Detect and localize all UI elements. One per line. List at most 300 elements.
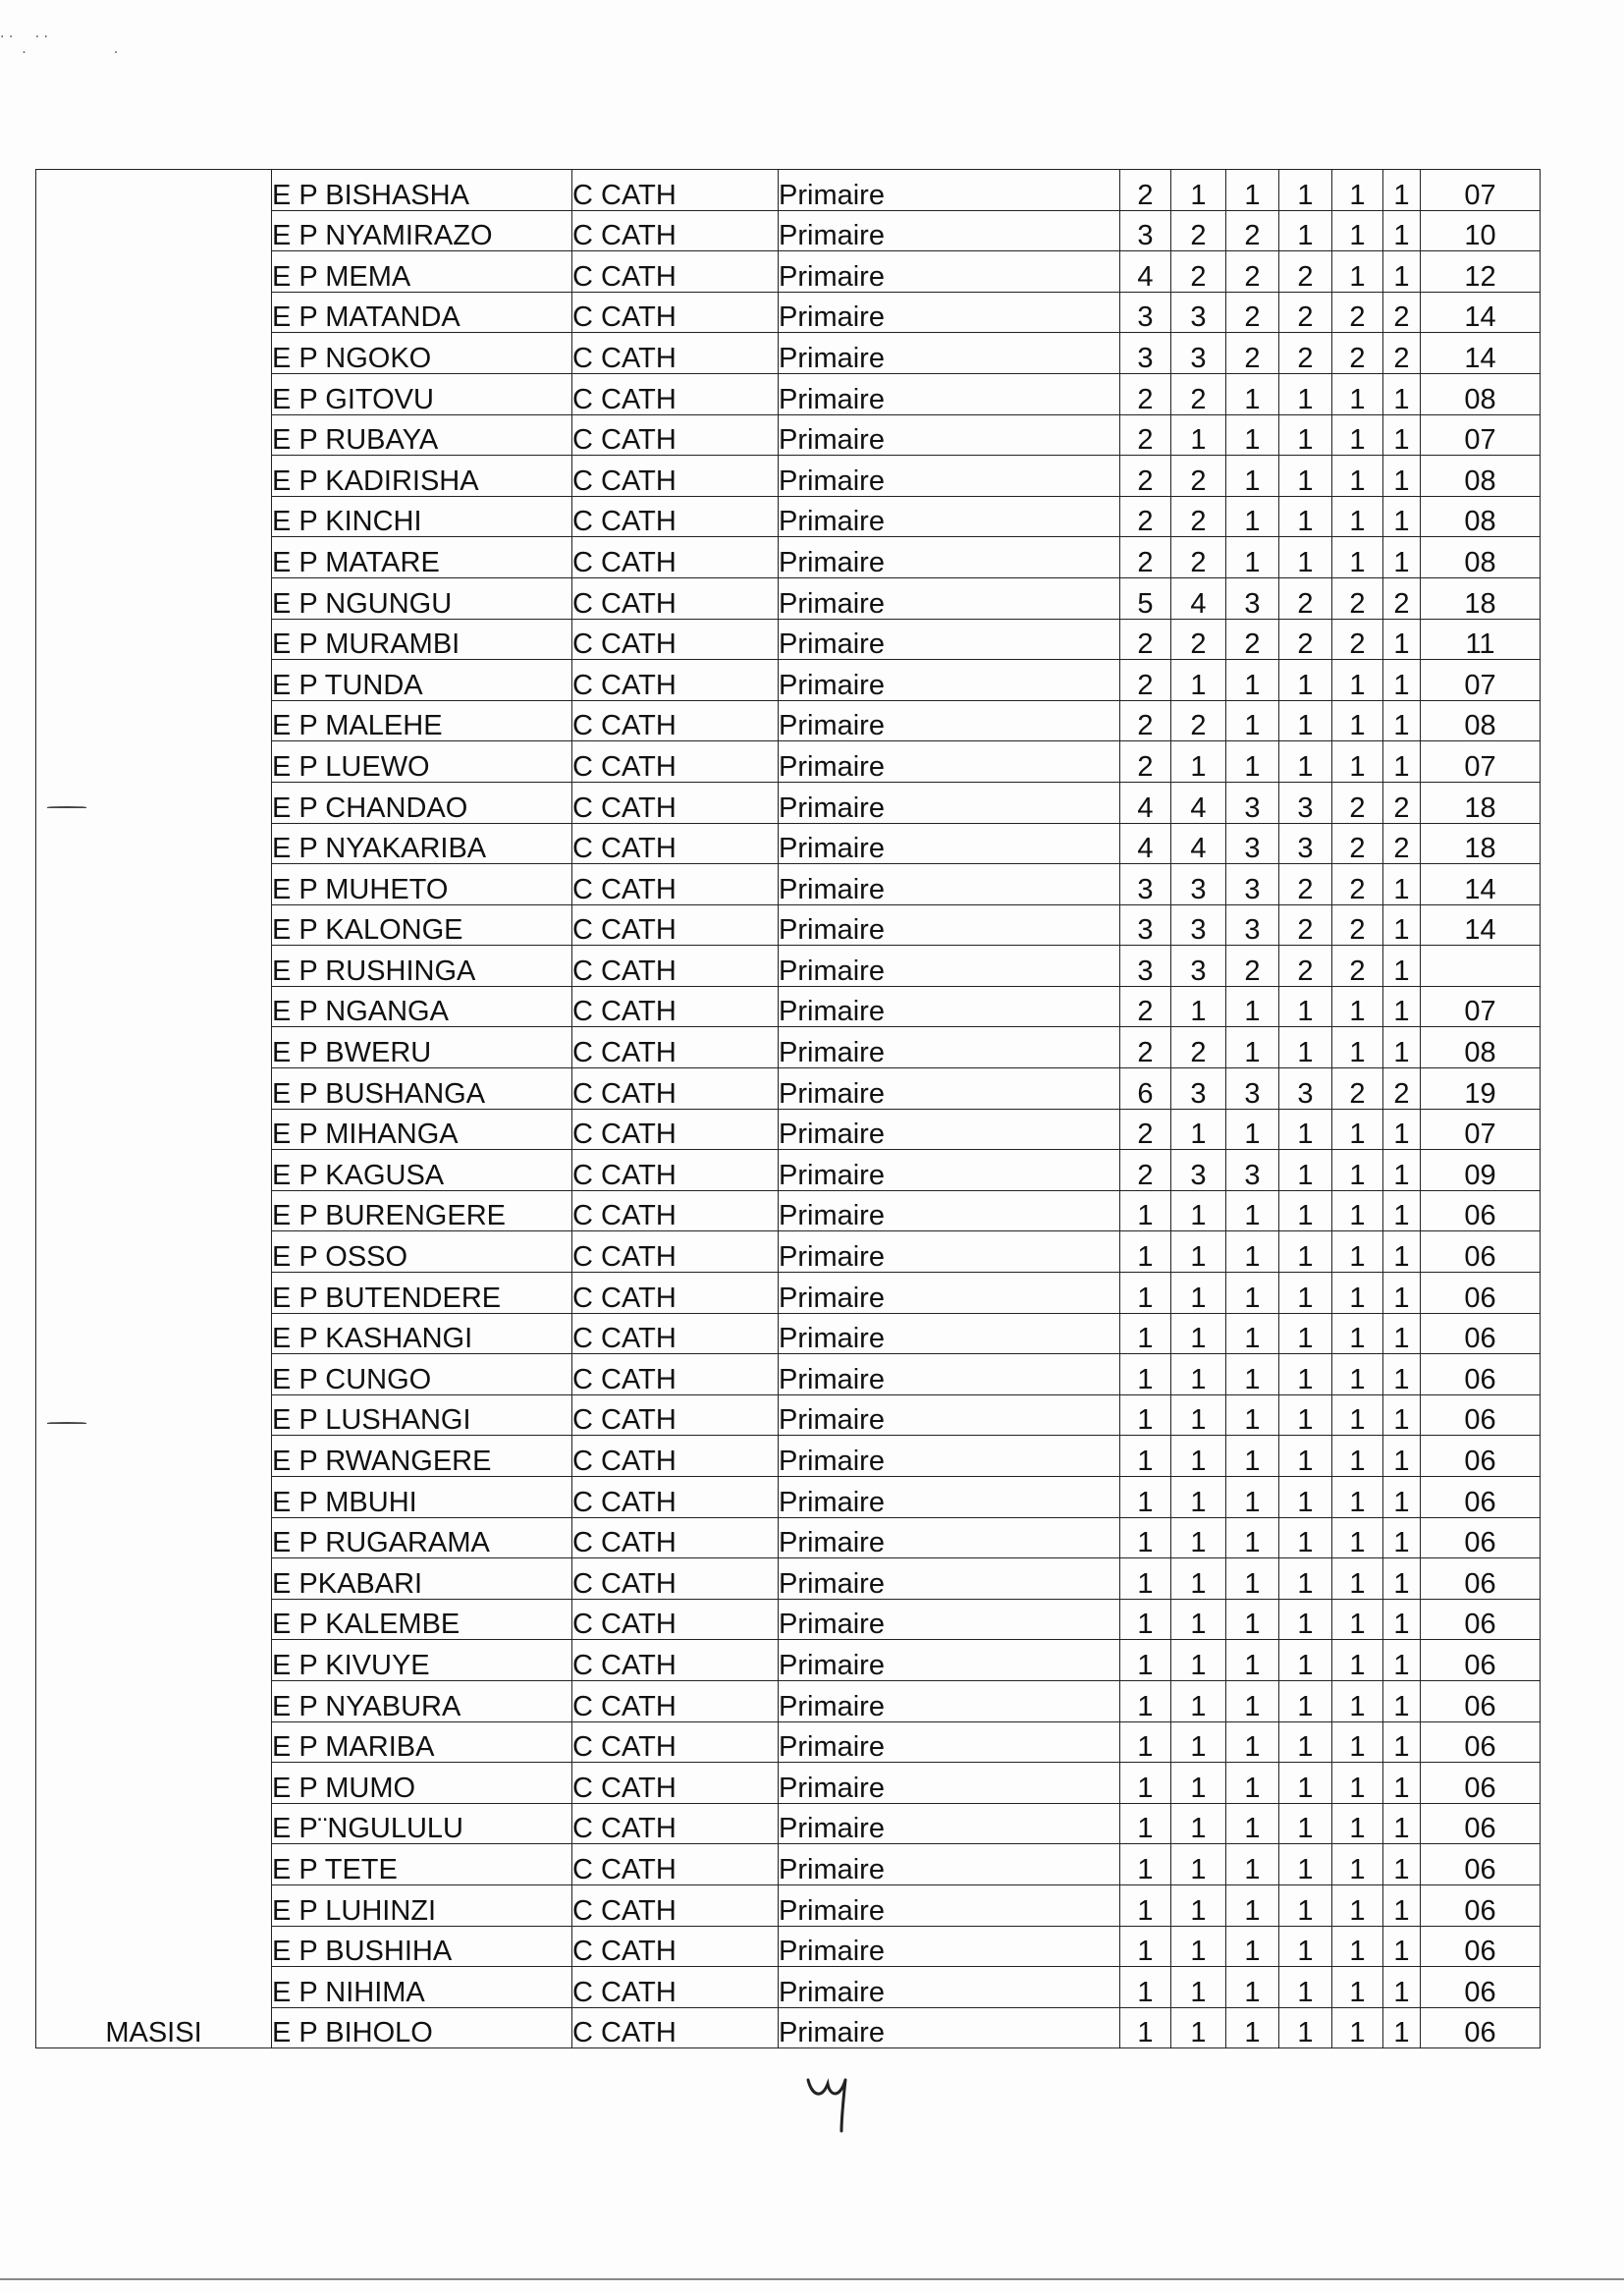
total-cell: 06 xyxy=(1421,1558,1541,1600)
count-cell: 1 xyxy=(1383,700,1421,741)
school-name-cell: E P MALEHE xyxy=(272,700,572,741)
school-name-cell: E P MATARE xyxy=(272,537,572,578)
count-cell: 1 xyxy=(1383,1844,1421,1885)
total-cell: 18 xyxy=(1421,823,1541,864)
network-cell: C CATH xyxy=(572,700,779,741)
count-cell: 2 xyxy=(1332,864,1383,905)
count-cell: 2 xyxy=(1120,1027,1171,1068)
network-cell: C CATH xyxy=(572,1926,779,1967)
count-cell: 1 xyxy=(1279,1231,1332,1273)
count-cell: 1 xyxy=(1171,1436,1226,1477)
total-cell: 06 xyxy=(1421,1517,1541,1558)
school-name-cell: E P LUHINZI xyxy=(272,1884,572,1926)
total-cell: 06 xyxy=(1421,1231,1541,1273)
network-cell: C CATH xyxy=(572,660,779,701)
count-cell: 1 xyxy=(1226,1599,1279,1640)
total-cell: 06 xyxy=(1421,1354,1541,1395)
count-cell: 4 xyxy=(1171,823,1226,864)
count-cell: 1 xyxy=(1383,904,1421,946)
count-cell: 1 xyxy=(1120,1926,1171,1967)
count-cell: 1 xyxy=(1120,1313,1171,1354)
school-name-cell: E P MUMO xyxy=(272,1763,572,1804)
count-cell: 1 xyxy=(1332,373,1383,414)
count-cell: 1 xyxy=(1279,1763,1332,1804)
network-cell: C CATH xyxy=(572,1517,779,1558)
count-cell: 1 xyxy=(1279,986,1332,1027)
count-cell: 1 xyxy=(1226,1354,1279,1395)
count-cell: 1 xyxy=(1226,373,1279,414)
school-name-cell: E P BIHOLO xyxy=(272,2007,572,2048)
level-cell: Primaire xyxy=(779,946,1120,987)
count-cell: 1 xyxy=(1332,1884,1383,1926)
network-cell: C CATH xyxy=(572,946,779,987)
count-cell: 1 xyxy=(1383,1967,1421,2008)
network-cell: C CATH xyxy=(572,496,779,537)
level-cell: Primaire xyxy=(779,1190,1120,1231)
count-cell: 1 xyxy=(1383,741,1421,783)
level-cell: Primaire xyxy=(779,619,1120,660)
school-name-cell: E P BUSHIHA xyxy=(272,1926,572,1967)
level-cell: Primaire xyxy=(779,1926,1120,1967)
network-cell: C CATH xyxy=(572,1640,779,1681)
count-cell: 3 xyxy=(1120,946,1171,987)
level-cell: Primaire xyxy=(779,1721,1120,1763)
level-cell: Primaire xyxy=(779,373,1120,414)
level-cell: Primaire xyxy=(779,1763,1120,1804)
network-cell: C CATH xyxy=(572,210,779,251)
count-cell: 1 xyxy=(1332,456,1383,497)
total-cell: 07 xyxy=(1421,170,1541,211)
total-cell: 06 xyxy=(1421,1190,1541,1231)
school-name-cell: E P TUNDA xyxy=(272,660,572,701)
count-cell: 1 xyxy=(1171,1231,1226,1273)
level-cell: Primaire xyxy=(779,782,1120,823)
count-cell: 4 xyxy=(1120,251,1171,293)
total-cell: 06 xyxy=(1421,1436,1541,1477)
count-cell: 3 xyxy=(1171,946,1226,987)
count-cell: 1 xyxy=(1383,210,1421,251)
count-cell: 3 xyxy=(1226,1150,1279,1191)
count-cell: 2 xyxy=(1120,619,1171,660)
school-name-cell: E P GITOVU xyxy=(272,373,572,414)
total-cell: 06 xyxy=(1421,1273,1541,1314)
count-cell: 3 xyxy=(1226,782,1279,823)
count-cell: 3 xyxy=(1226,904,1279,946)
count-cell: 1 xyxy=(1332,1231,1383,1273)
count-cell: 1 xyxy=(1279,1844,1332,1885)
count-cell: 1 xyxy=(1226,1109,1279,1150)
count-cell: 1 xyxy=(1279,1967,1332,2008)
count-cell: 1 xyxy=(1279,1313,1332,1354)
handwritten-initials xyxy=(800,2066,859,2135)
network-cell: C CATH xyxy=(572,537,779,578)
count-cell: 1 xyxy=(1171,1721,1226,1763)
school-name-cell: E P BUSHANGA xyxy=(272,1068,572,1110)
level-cell: Primaire xyxy=(779,1680,1120,1721)
network-cell: C CATH xyxy=(572,1109,779,1150)
count-cell: 1 xyxy=(1332,1680,1383,1721)
school-name-cell: E P RUBAYA xyxy=(272,414,572,456)
network-cell: C CATH xyxy=(572,292,779,333)
count-cell: 2 xyxy=(1171,537,1226,578)
total-cell: 07 xyxy=(1421,660,1541,701)
count-cell: 1 xyxy=(1383,456,1421,497)
network-cell: C CATH xyxy=(572,1394,779,1436)
total-cell: 09 xyxy=(1421,1150,1541,1191)
school-name-cell: E P MARIBA xyxy=(272,1721,572,1763)
count-cell: 1 xyxy=(1226,700,1279,741)
count-cell: 3 xyxy=(1171,333,1226,374)
school-name-cell: E P RUGARAMA xyxy=(272,1517,572,1558)
total-cell: 06 xyxy=(1421,1721,1541,1763)
count-cell: 2 xyxy=(1226,251,1279,293)
level-cell: Primaire xyxy=(779,741,1120,783)
count-cell: 3 xyxy=(1226,823,1279,864)
network-cell: C CATH xyxy=(572,1190,779,1231)
total-cell: 08 xyxy=(1421,456,1541,497)
network-cell: C CATH xyxy=(572,1068,779,1110)
count-cell: 1 xyxy=(1383,414,1421,456)
count-cell: 2 xyxy=(1279,904,1332,946)
count-cell: 1 xyxy=(1383,170,1421,211)
count-cell: 2 xyxy=(1120,660,1171,701)
count-cell: 1 xyxy=(1279,537,1332,578)
count-cell: 2 xyxy=(1171,456,1226,497)
count-cell: 1 xyxy=(1171,1354,1226,1395)
level-cell: Primaire xyxy=(779,537,1120,578)
count-cell: 1 xyxy=(1226,170,1279,211)
count-cell: 1 xyxy=(1332,1967,1383,2008)
level-cell: Primaire xyxy=(779,904,1120,946)
total-cell: 18 xyxy=(1421,782,1541,823)
level-cell: Primaire xyxy=(779,1517,1120,1558)
count-cell: 1 xyxy=(1383,619,1421,660)
count-cell: 1 xyxy=(1383,1640,1421,1681)
school-name-cell: E P KINCHI xyxy=(272,496,572,537)
count-cell: 1 xyxy=(1120,1680,1171,1721)
level-cell: Primaire xyxy=(779,577,1120,619)
count-cell: 6 xyxy=(1120,1068,1171,1110)
count-cell: 1 xyxy=(1383,1436,1421,1477)
total-cell: 10 xyxy=(1421,210,1541,251)
count-cell: 1 xyxy=(1332,1640,1383,1681)
count-cell: 1 xyxy=(1383,1354,1421,1395)
count-cell: 1 xyxy=(1279,1517,1332,1558)
school-name-cell: E P¨NGULULU xyxy=(272,1803,572,1844)
count-cell: 1 xyxy=(1120,1517,1171,1558)
school-name-cell: E P KALEMBE xyxy=(272,1599,572,1640)
count-cell: 1 xyxy=(1332,1517,1383,1558)
level-cell: Primaire xyxy=(779,1394,1120,1436)
count-cell: 2 xyxy=(1171,496,1226,537)
count-cell: 1 xyxy=(1279,1721,1332,1763)
total-cell: 06 xyxy=(1421,2007,1541,2048)
count-cell: 1 xyxy=(1332,1027,1383,1068)
count-cell: 1 xyxy=(1383,496,1421,537)
school-name-cell: E P MEMA xyxy=(272,251,572,293)
network-cell: C CATH xyxy=(572,333,779,374)
count-cell: 1 xyxy=(1279,1027,1332,1068)
count-cell: 1 xyxy=(1332,1354,1383,1395)
count-cell: 1 xyxy=(1383,1926,1421,1967)
count-cell: 4 xyxy=(1171,577,1226,619)
network-cell: C CATH xyxy=(572,904,779,946)
count-cell: 1 xyxy=(1332,496,1383,537)
school-name-cell: E P MUHETO xyxy=(272,864,572,905)
school-name-cell: E P RUSHINGA xyxy=(272,946,572,987)
level-cell: Primaire xyxy=(779,170,1120,211)
school-name-cell: E P BURENGERE xyxy=(272,1190,572,1231)
school-name-cell: E P NGOKO xyxy=(272,333,572,374)
count-cell: 1 xyxy=(1120,1763,1171,1804)
count-cell: 1 xyxy=(1332,1273,1383,1314)
total-cell: 08 xyxy=(1421,496,1541,537)
level-cell: Primaire xyxy=(779,456,1120,497)
count-cell: 1 xyxy=(1279,1354,1332,1395)
count-cell: 3 xyxy=(1120,210,1171,251)
count-cell: 2 xyxy=(1120,456,1171,497)
count-cell: 1 xyxy=(1383,1150,1421,1191)
count-cell: 1 xyxy=(1171,1599,1226,1640)
count-cell: 1 xyxy=(1383,1558,1421,1600)
count-cell: 3 xyxy=(1171,904,1226,946)
school-name-cell: E P KALONGE xyxy=(272,904,572,946)
count-cell: 1 xyxy=(1383,660,1421,701)
level-cell: Primaire xyxy=(779,1803,1120,1844)
total-cell: 11 xyxy=(1421,619,1541,660)
count-cell: 3 xyxy=(1226,864,1279,905)
count-cell: 2 xyxy=(1171,1027,1226,1068)
total-cell: 07 xyxy=(1421,986,1541,1027)
count-cell: 3 xyxy=(1279,823,1332,864)
school-name-cell: E P CHANDAO xyxy=(272,782,572,823)
total-cell: 08 xyxy=(1421,373,1541,414)
count-cell: 1 xyxy=(1279,1394,1332,1436)
total-cell: 14 xyxy=(1421,864,1541,905)
total-cell: 12 xyxy=(1421,251,1541,293)
count-cell: 1 xyxy=(1332,1109,1383,1150)
network-cell: C CATH xyxy=(572,1967,779,2008)
school-name-cell: E P BISHASHA xyxy=(272,170,572,211)
count-cell: 2 xyxy=(1279,619,1332,660)
total-cell: 06 xyxy=(1421,1477,1541,1518)
network-cell: C CATH xyxy=(572,1721,779,1763)
count-cell: 2 xyxy=(1383,333,1421,374)
level-cell: Primaire xyxy=(779,1599,1120,1640)
count-cell: 1 xyxy=(1332,1477,1383,1518)
total-cell: 06 xyxy=(1421,1599,1541,1640)
scan-specks: ⋅ ⋅ ⋅ ⋅ ⋅ ⋅ xyxy=(0,29,119,61)
count-cell: 4 xyxy=(1171,782,1226,823)
total-cell: 06 xyxy=(1421,1844,1541,1885)
school-name-cell: E P MATANDA xyxy=(272,292,572,333)
level-cell: Primaire xyxy=(779,986,1120,1027)
network-cell: C CATH xyxy=(572,619,779,660)
level-cell: Primaire xyxy=(779,251,1120,293)
count-cell: 2 xyxy=(1332,333,1383,374)
network-cell: C CATH xyxy=(572,1844,779,1885)
school-name-cell: E P KASHANGI xyxy=(272,1313,572,1354)
count-cell: 1 xyxy=(1332,1844,1383,1885)
count-cell: 1 xyxy=(1332,251,1383,293)
level-cell: Primaire xyxy=(779,823,1120,864)
count-cell: 1 xyxy=(1226,1231,1279,1273)
count-cell: 2 xyxy=(1279,864,1332,905)
count-cell: 1 xyxy=(1383,1190,1421,1231)
count-cell: 4 xyxy=(1120,782,1171,823)
school-name-cell: E PKABARI xyxy=(272,1558,572,1600)
count-cell: 1 xyxy=(1120,1231,1171,1273)
count-cell: 1 xyxy=(1332,1436,1383,1477)
count-cell: 2 xyxy=(1120,170,1171,211)
level-cell: Primaire xyxy=(779,1477,1120,1518)
count-cell: 2 xyxy=(1171,700,1226,741)
count-cell: 1 xyxy=(1279,1150,1332,1191)
count-cell: 3 xyxy=(1120,864,1171,905)
count-cell: 1 xyxy=(1383,1680,1421,1721)
count-cell: 1 xyxy=(1226,1721,1279,1763)
level-cell: Primaire xyxy=(779,414,1120,456)
count-cell: 1 xyxy=(1171,1313,1226,1354)
level-cell: Primaire xyxy=(779,1231,1120,1273)
count-cell: 1 xyxy=(1332,1190,1383,1231)
level-cell: Primaire xyxy=(779,700,1120,741)
count-cell: 1 xyxy=(1171,1517,1226,1558)
count-cell: 1 xyxy=(1383,1477,1421,1518)
network-cell: C CATH xyxy=(572,986,779,1027)
count-cell: 1 xyxy=(1279,210,1332,251)
count-cell: 1 xyxy=(1332,1926,1383,1967)
level-cell: Primaire xyxy=(779,864,1120,905)
count-cell: 1 xyxy=(1279,1109,1332,1150)
count-cell: 1 xyxy=(1383,1763,1421,1804)
count-cell: 1 xyxy=(1279,660,1332,701)
count-cell: 1 xyxy=(1120,1477,1171,1518)
count-cell: 2 xyxy=(1332,577,1383,619)
count-cell: 3 xyxy=(1171,864,1226,905)
network-cell: C CATH xyxy=(572,1599,779,1640)
count-cell: 2 xyxy=(1120,986,1171,1027)
count-cell: 2 xyxy=(1279,333,1332,374)
total-cell: 06 xyxy=(1421,1803,1541,1844)
count-cell: 1 xyxy=(1279,1477,1332,1518)
count-cell: 1 xyxy=(1171,1394,1226,1436)
count-cell: 1 xyxy=(1383,373,1421,414)
margin-mark xyxy=(47,806,86,808)
school-name-cell: E P KAGUSA xyxy=(272,1150,572,1191)
count-cell: 2 xyxy=(1332,782,1383,823)
count-cell: 1 xyxy=(1383,1231,1421,1273)
count-cell: 1 xyxy=(1120,1558,1171,1600)
count-cell: 1 xyxy=(1279,1640,1332,1681)
school-name-cell: E P BWERU xyxy=(272,1027,572,1068)
schools-table xyxy=(35,169,1541,2048)
level-cell: Primaire xyxy=(779,496,1120,537)
count-cell: 1 xyxy=(1279,373,1332,414)
count-cell: 1 xyxy=(1383,1313,1421,1354)
school-name-cell: E P MIHANGA xyxy=(272,1109,572,1150)
network-cell: C CATH xyxy=(572,1273,779,1314)
level-cell: Primaire xyxy=(779,2007,1120,2048)
total-cell: 07 xyxy=(1421,414,1541,456)
count-cell: 2 xyxy=(1120,373,1171,414)
count-cell: 1 xyxy=(1226,456,1279,497)
count-cell: 2 xyxy=(1383,1068,1421,1110)
count-cell: 3 xyxy=(1171,1150,1226,1191)
level-cell: Primaire xyxy=(779,660,1120,701)
network-cell: C CATH xyxy=(572,782,779,823)
count-cell: 1 xyxy=(1171,1640,1226,1681)
table-row xyxy=(36,170,1541,211)
count-cell: 2 xyxy=(1332,1068,1383,1110)
level-cell: Primaire xyxy=(779,1354,1120,1395)
total-cell: 18 xyxy=(1421,577,1541,619)
count-cell: 2 xyxy=(1120,1109,1171,1150)
count-cell: 1 xyxy=(1171,1884,1226,1926)
count-cell: 3 xyxy=(1279,782,1332,823)
total-cell: 06 xyxy=(1421,1926,1541,1967)
total-cell: 06 xyxy=(1421,1640,1541,1681)
count-cell: 2 xyxy=(1171,251,1226,293)
count-cell: 1 xyxy=(1171,1926,1226,1967)
count-cell: 1 xyxy=(1226,1190,1279,1231)
count-cell: 3 xyxy=(1120,292,1171,333)
total-cell: 14 xyxy=(1421,333,1541,374)
count-cell: 1 xyxy=(1332,660,1383,701)
count-cell: 3 xyxy=(1279,1068,1332,1110)
school-name-cell: E P BUTENDERE xyxy=(272,1273,572,1314)
count-cell: 1 xyxy=(1120,1436,1171,1477)
count-cell: 1 xyxy=(1120,1844,1171,1885)
network-cell: C CATH xyxy=(572,1477,779,1518)
count-cell: 1 xyxy=(1383,2007,1421,2048)
school-name-cell: E P NYAKARIBA xyxy=(272,823,572,864)
network-cell: C CATH xyxy=(572,1150,779,1191)
count-cell: 1 xyxy=(1383,251,1421,293)
count-cell: 1 xyxy=(1279,1558,1332,1600)
count-cell: 1 xyxy=(1279,170,1332,211)
count-cell: 2 xyxy=(1332,946,1383,987)
network-cell: C CATH xyxy=(572,1436,779,1477)
count-cell: 3 xyxy=(1171,1068,1226,1110)
count-cell: 1 xyxy=(1171,1558,1226,1600)
count-cell: 1 xyxy=(1226,1436,1279,1477)
count-cell: 1 xyxy=(1171,1109,1226,1150)
count-cell: 1 xyxy=(1226,1763,1279,1804)
count-cell: 1 xyxy=(1279,1599,1332,1640)
count-cell: 1 xyxy=(1383,1884,1421,1926)
count-cell: 1 xyxy=(1120,1721,1171,1763)
count-cell: 1 xyxy=(1171,1803,1226,1844)
count-cell: 1 xyxy=(1226,1027,1279,1068)
count-cell: 1 xyxy=(1120,1273,1171,1314)
count-cell: 1 xyxy=(1226,986,1279,1027)
count-cell: 1 xyxy=(1120,1599,1171,1640)
count-cell: 2 xyxy=(1120,741,1171,783)
count-cell: 1 xyxy=(1279,700,1332,741)
count-cell: 1 xyxy=(1279,1926,1332,1967)
network-cell: C CATH xyxy=(572,1313,779,1354)
count-cell: 1 xyxy=(1171,1967,1226,2008)
count-cell: 1 xyxy=(1383,946,1421,987)
count-cell: 1 xyxy=(1332,1558,1383,1600)
count-cell: 1 xyxy=(1226,537,1279,578)
total-cell: 19 xyxy=(1421,1068,1541,1110)
count-cell: 1 xyxy=(1120,2007,1171,2048)
count-cell: 1 xyxy=(1226,1273,1279,1314)
count-cell: 1 xyxy=(1226,1926,1279,1967)
count-cell: 2 xyxy=(1332,292,1383,333)
